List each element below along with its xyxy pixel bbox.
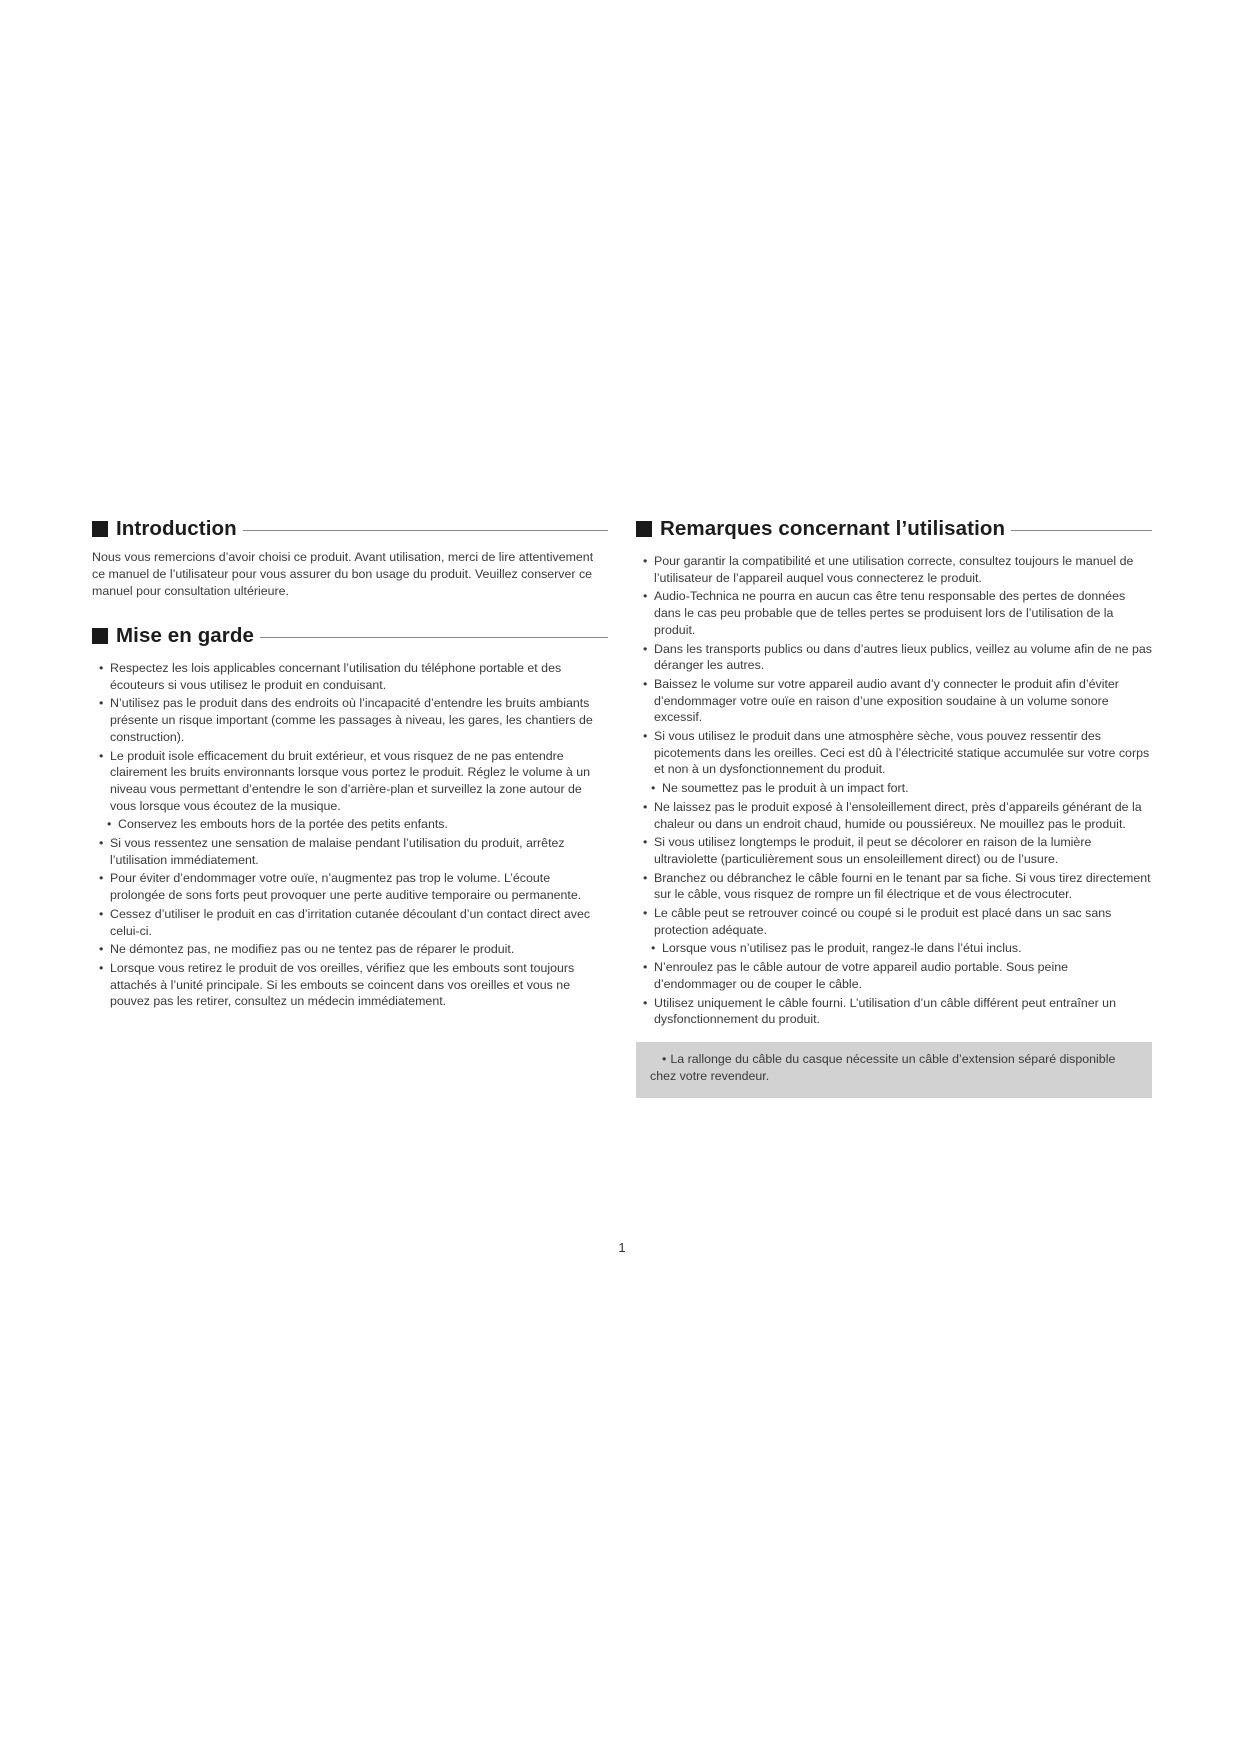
heading-square-icon (92, 628, 108, 644)
list-item-text: Lorsque vous retirez le produit de vos oreilles, vérifiez que les embouts sont toujours attachés à l’unité principale. Si les embouts se coincent dans vos oreilles et vous ne pouvez pas les retirer, consultez un médecin immédiatement. (110, 960, 575, 1009)
list-item-text: Lorsque vous n’utilisez pas le produit, rangez-le dans l’étui inclus. (662, 941, 1022, 956)
bullet-icon: • (99, 960, 104, 975)
list-item (636, 995, 1152, 1028)
list-item-text: Si vous utilisez longtemps le produit, il peut se décolorer en raison de la lumière ultraviolette (particulièrement sous un ensoleillement direct) ou de l’usure. (654, 835, 1092, 866)
list-item (92, 870, 608, 903)
bullet-icon: • (99, 906, 104, 921)
bullet-icon: • (107, 817, 112, 832)
list-item-text: Ne laissez pas le produit exposé à l’ensoleillement direct, près d’appareils générant de la chaleur ou dans un endroit chaud, humide ou poussiéreux. Ne mouillez pas le produit. (654, 799, 1142, 831)
list-item (92, 748, 608, 815)
list-item-text: Le câble peut se retrouver coincé ou coupé si le produit est placé dans un sac sans protection adéquate. (654, 906, 1112, 937)
bullet-icon: • (662, 1051, 667, 1066)
heading-rule (243, 530, 608, 531)
list-item (92, 835, 608, 868)
list-item (636, 553, 1152, 586)
right-column (636, 515, 1152, 1098)
heading-square-icon (636, 521, 652, 537)
bullet-icon: • (643, 870, 648, 885)
list-item-text: Conservez les embouts hors de la portée des petits enfants. (118, 817, 448, 832)
list-item-text: Ne démontez pas, ne modifiez pas ou ne tentez pas de réparer le produit. (110, 942, 515, 957)
list-item-text: Pour garantir la compatibilité et une utilisation correcte, consultez toujours le manuel de l’utilisateur de l’appareil auquel vous connecterez le produit. (654, 554, 1134, 585)
list-item (636, 641, 1152, 674)
list-item (636, 799, 1152, 832)
list-item-text: Le produit isole efficacement du bruit extérieur, et vous risquez de ne pas entendre clairement les bruits environnants lorsque vous portez le produit. Réglez le volume à un niveau vous permettant d’entendre le son d’arrière-plan et surveillez la zone autour de vous lorsque vous écoutez de la musique. (110, 748, 591, 813)
list-item-text: Cessez d’utiliser le produit en cas d’irritation cutanée découlant d’un contact direct avec celui-ci. (110, 906, 591, 938)
left-column (92, 515, 608, 1012)
list-item (636, 588, 1152, 638)
list-item (636, 870, 1152, 903)
heading-square-icon (92, 521, 108, 537)
list-item (92, 660, 608, 693)
bullet-icon: • (99, 748, 104, 763)
list-item (92, 960, 608, 1010)
heading-title: Mise en garde (116, 624, 255, 647)
list-item-text: Respectez les lois applicables concernant l’utilisation du téléphone portable et des écouteurs si vous utilisez le produit en conduisant. (110, 661, 562, 692)
bullet-icon: • (643, 960, 648, 975)
heading-title: Remarques concernant l’utilisation (660, 517, 1006, 540)
bullet-icon: • (643, 729, 648, 744)
bullet-icon: • (643, 995, 648, 1010)
list-item (636, 959, 1152, 992)
bullet-icon: • (643, 641, 648, 656)
bullet-icon: • (643, 906, 648, 921)
list-item-text: Ne soumettez pas le produit à un impact fort. (662, 781, 909, 796)
bullet-icon: • (651, 941, 656, 956)
bullet-icon: • (643, 799, 648, 814)
bullet-icon: • (643, 676, 648, 691)
note-text: La rallonge du câble du casque nécessite un câble d’extension séparé disponible chez votre revendeur. (650, 1051, 1116, 1083)
list-item-text: Audio-Technica ne pourra en aucun cas être tenu responsable des pertes de données dans le cas peu probable que de telles pertes se produisent lors de l’utilisation de la produit. (654, 589, 1126, 637)
list-item (636, 905, 1152, 938)
list-item (636, 834, 1152, 867)
list-item (92, 906, 608, 939)
list-item-text: Pour éviter d’endommager votre ouïe, n’augmentez pas trop le volume. L’écoute prolongée de sons forts peut provoquer une perte auditive temporaire ou permanente. (110, 871, 582, 903)
heading-rule (1011, 530, 1152, 531)
bullet-icon: • (99, 942, 104, 957)
bullet-icon: • (651, 781, 656, 796)
bullet-icon: • (643, 835, 648, 850)
list-item (636, 940, 1152, 957)
list-item-text: Si vous ressentez une sensation de malaise pendant l’utilisation du produit, arrêtez l’utilisation immédiatement. (110, 836, 565, 867)
list-item (92, 941, 608, 958)
remarques-list (636, 553, 1152, 1028)
bullet-icon: • (643, 554, 648, 568)
list-item-text: Baissez le volume sur votre appareil audio avant d’y connecter le produit afin d’éviter d’endommager votre ouïe en raison d’une exposition soudaine à un volume sonore excessif. (654, 676, 1119, 725)
bullet-icon: • (99, 696, 104, 711)
list-item (92, 816, 608, 833)
section-remarques (636, 515, 1152, 1098)
section-introduction (92, 515, 608, 600)
list-item-text: N’enroulez pas le câble autour de votre appareil audio portable. Sous peine d’endommager ou de couper le câble. (654, 960, 1068, 991)
list-item (636, 780, 1152, 797)
list-item (636, 676, 1152, 726)
list-item-text: Si vous utilisez le produit dans une atmosphère sèche, vous pouvez ressentir des picotements dans les oreilles. Ceci est dû à l’électricité statique accumulée sur votre corps et non à un dysfonctionnement du produit. (654, 729, 1150, 777)
list-item-text: Dans les transports publics ou dans d’autres lieux publics, veillez au volume afin de ne pas déranger les autres. (654, 641, 1152, 673)
heading-title: Introduction (116, 517, 237, 540)
list-item (636, 728, 1152, 778)
bullet-icon: • (643, 589, 648, 604)
note-box (636, 1042, 1152, 1098)
heading-rule (260, 637, 608, 638)
list-item-text: Utilisez uniquement le câble fourni. L’utilisation d’un câble différent peut entraîner un dysfonctionnement du produit. (654, 995, 1116, 1027)
introduction-paragraph: Nous vous remercions d’avoir choisi ce produit. Avant utilisation, merci de lire attentivement ce manuel de l’utilisateur pour vous assurer du bon usage du produit. Veuillez conserver ce manuel pour consultation ultérieure. (92, 550, 594, 598)
bullet-icon: • (99, 871, 104, 886)
mise-en-garde-list (92, 660, 608, 1010)
list-item-text: N’utilisez pas le produit dans des endroits où l’incapacité d’entendre les bruits ambiants présente un risque important (comme les passages à niveau, les gares, les chantiers de construction). (110, 696, 593, 744)
list-item-text: Branchez ou débranchez le câble fourni en le tenant par sa fiche. Si vous tirez directement sur le câble, vous risquez de rompre un fil électrique et de vous électrocuter. (654, 870, 1151, 902)
bullet-icon: • (99, 661, 104, 675)
list-item (92, 695, 608, 745)
bullet-icon: • (99, 836, 104, 851)
section-heading-introduction (92, 515, 608, 543)
page-number: 1 (618, 1240, 626, 1255)
section-heading-remarques (636, 515, 1152, 543)
section-heading-mise-en-garde (92, 622, 608, 650)
section-mise-en-garde (92, 622, 608, 1010)
